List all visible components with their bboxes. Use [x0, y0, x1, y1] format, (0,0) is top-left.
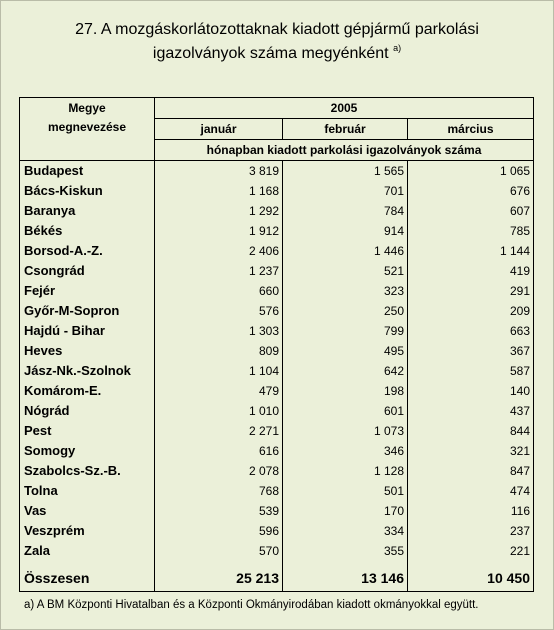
table-row — [20, 161, 534, 182]
feb-cell: 501 — [283, 481, 408, 501]
mar-cell: 587 — [408, 361, 534, 381]
table-row — [20, 321, 534, 341]
mar-cell: 221 — [408, 541, 534, 561]
mar-cell: 676 — [408, 181, 534, 201]
month-header-mar: március — [408, 119, 534, 140]
table-row — [20, 361, 534, 381]
county-cell: Bács-Kiskun — [20, 181, 155, 201]
county-cell: Pest — [20, 421, 155, 441]
county-cell: Békés — [20, 221, 155, 241]
jan-cell: 570 — [155, 541, 283, 561]
jan-cell: 596 — [155, 521, 283, 541]
county-cell: Nógrád — [20, 401, 155, 421]
county-cell: Szabolcs-Sz.-B. — [20, 461, 155, 481]
mar-cell: 116 — [408, 501, 534, 521]
title-line-1: 27. A mozgáskorlátozottaknak kiadott gépjármű parkolási — [75, 21, 479, 38]
county-cell: Somogy — [20, 441, 155, 461]
county-cell: Heves — [20, 341, 155, 361]
mar-cell: 844 — [408, 421, 534, 441]
mar-cell: 663 — [408, 321, 534, 341]
jan-cell: 1 237 — [155, 261, 283, 281]
table-row — [20, 401, 534, 421]
page-title — [0, 18, 554, 66]
total-feb: 13 146 — [283, 561, 408, 592]
mar-cell: 367 — [408, 341, 534, 361]
jan-cell: 2 078 — [155, 461, 283, 481]
mar-cell: 437 — [408, 401, 534, 421]
county-cell: Borsod-A.-Z. — [20, 241, 155, 261]
jan-cell: 2 406 — [155, 241, 283, 261]
mar-cell: 785 — [408, 221, 534, 241]
table-row — [20, 241, 534, 261]
data-table — [19, 97, 534, 592]
jan-cell: 809 — [155, 341, 283, 361]
title-line-2 — [0, 42, 554, 66]
table-row — [20, 461, 534, 481]
feb-cell: 601 — [283, 401, 408, 421]
county-cell: Vas — [20, 501, 155, 521]
feb-cell: 323 — [283, 281, 408, 301]
county-cell: Csongrád — [20, 261, 155, 281]
mar-cell: 237 — [408, 521, 534, 541]
feb-cell: 1 073 — [283, 421, 408, 441]
jan-cell: 2 271 — [155, 421, 283, 441]
header-row-year — [20, 98, 534, 119]
county-cell: Baranya — [20, 201, 155, 221]
mar-cell: 1 065 — [408, 161, 534, 182]
feb-cell: 334 — [283, 521, 408, 541]
table-row — [20, 201, 534, 221]
jan-cell: 660 — [155, 281, 283, 301]
feb-cell: 784 — [283, 201, 408, 221]
county-cell: Fejér — [20, 281, 155, 301]
table-row — [20, 381, 534, 401]
table-row — [20, 521, 534, 541]
jan-cell: 1 303 — [155, 321, 283, 341]
table-row — [20, 441, 534, 461]
mar-cell: 847 — [408, 461, 534, 481]
feb-cell: 355 — [283, 541, 408, 561]
jan-cell: 1 010 — [155, 401, 283, 421]
county-cell: Jász-Nk.-Szolnok — [20, 361, 155, 381]
total-row — [20, 561, 534, 592]
feb-cell: 346 — [283, 441, 408, 461]
jan-cell: 479 — [155, 381, 283, 401]
jan-cell: 1 168 — [155, 181, 283, 201]
feb-cell: 198 — [283, 381, 408, 401]
jan-cell: 3 819 — [155, 161, 283, 182]
jan-cell: 1 292 — [155, 201, 283, 221]
table-row — [20, 541, 534, 561]
jan-cell: 576 — [155, 301, 283, 321]
county-header — [20, 98, 155, 161]
county-cell: Hajdú - Bihar — [20, 321, 155, 341]
feb-cell: 1 565 — [283, 161, 408, 182]
table-row — [20, 261, 534, 281]
mar-cell: 474 — [408, 481, 534, 501]
feb-cell: 701 — [283, 181, 408, 201]
feb-cell: 250 — [283, 301, 408, 321]
table-row — [20, 301, 534, 321]
title-footnote-mark: a) — [393, 43, 402, 53]
table-row — [20, 341, 534, 361]
feb-cell: 799 — [283, 321, 408, 341]
total-mar: 10 450 — [408, 561, 534, 592]
month-header-jan: január — [155, 119, 283, 140]
county-cell: Budapest — [20, 161, 155, 182]
total-jan: 25 213 — [155, 561, 283, 592]
mar-cell: 291 — [408, 281, 534, 301]
feb-cell: 521 — [283, 261, 408, 281]
total-label: Összesen — [20, 561, 155, 592]
month-header-feb: február — [283, 119, 408, 140]
feb-cell: 170 — [283, 501, 408, 521]
county-header-line2: megnevezése — [47, 120, 127, 134]
footnote: a) A BM Központi Hivatalban és a Központi Okmányirodában kiadott okmányokkal együtt. — [24, 599, 479, 611]
mar-cell: 419 — [408, 261, 534, 281]
table-row — [20, 421, 534, 441]
table-row — [20, 501, 534, 521]
mar-cell: 321 — [408, 441, 534, 461]
mar-cell: 140 — [408, 381, 534, 401]
table-row — [20, 481, 534, 501]
mar-cell: 1 144 — [408, 241, 534, 261]
jan-cell: 768 — [155, 481, 283, 501]
mar-cell: 607 — [408, 201, 534, 221]
mar-cell: 209 — [408, 301, 534, 321]
jan-cell: 539 — [155, 501, 283, 521]
feb-cell: 495 — [283, 341, 408, 361]
feb-cell: 914 — [283, 221, 408, 241]
jan-cell: 1 912 — [155, 221, 283, 241]
county-cell: Győr-M-Sopron — [20, 301, 155, 321]
year-header: 2005 — [155, 98, 534, 119]
jan-cell: 616 — [155, 441, 283, 461]
table-row — [20, 221, 534, 241]
feb-cell: 1 446 — [283, 241, 408, 261]
table-row — [20, 281, 534, 301]
table-row — [20, 181, 534, 201]
county-cell: Tolna — [20, 481, 155, 501]
title-line-2-text: igazolványok száma megyénként — [152, 45, 389, 62]
sub-header: hónapban kiadott parkolási igazolványok száma — [155, 140, 534, 161]
county-cell: Zala — [20, 541, 155, 561]
jan-cell: 1 104 — [155, 361, 283, 381]
county-cell: Veszprém — [20, 521, 155, 541]
table-body — [20, 161, 534, 562]
feb-cell: 1 128 — [283, 461, 408, 481]
county-cell: Komárom-E. — [20, 381, 155, 401]
feb-cell: 642 — [283, 361, 408, 381]
county-header-line1: Megye — [68, 101, 106, 115]
